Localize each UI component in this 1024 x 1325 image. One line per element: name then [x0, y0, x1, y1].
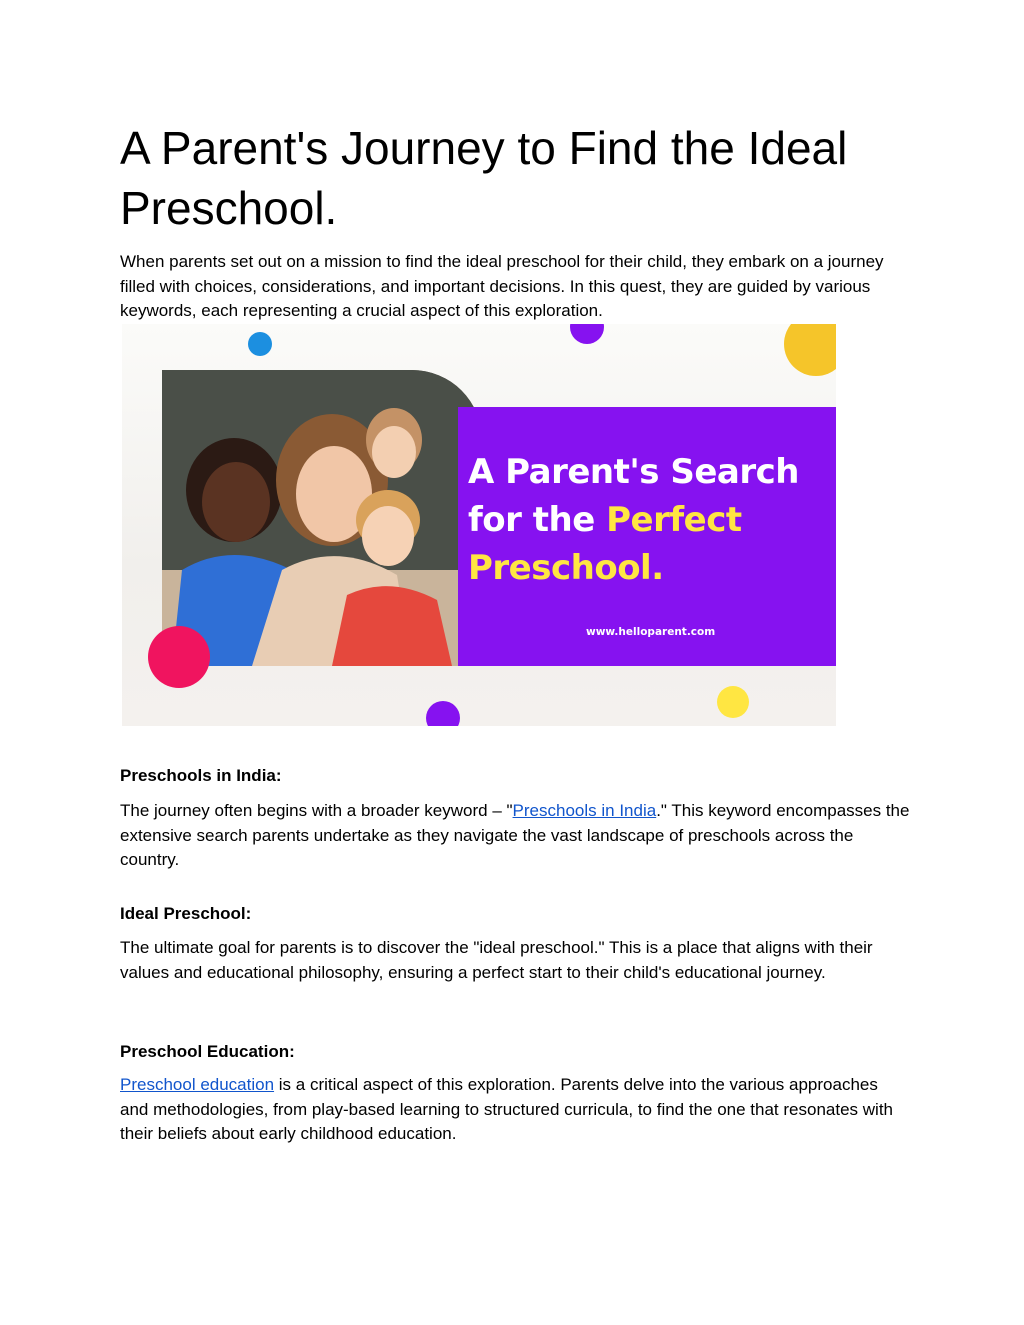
banner-line-1: A Parent's Search — [468, 452, 799, 492]
preschools-in-india-link[interactable]: Preschools in India — [512, 801, 657, 820]
pink-dot — [148, 626, 210, 688]
section-1-text-after: ." This keyword encompasses the extensive search parents undertake as they navigate the vast landscape of preschools across the country. — [120, 801, 910, 869]
banner-headline — [468, 448, 828, 592]
blue-dot — [248, 332, 272, 356]
yellow-dot — [717, 686, 749, 718]
banner-image — [122, 324, 836, 726]
banner-line-3: Preschool. — [468, 548, 664, 588]
section-paragraph-preschools-in-india — [120, 799, 910, 873]
banner-url: www.helloparent.com — [586, 626, 716, 638]
preschool-education-link[interactable]: Preschool education — [120, 1075, 275, 1094]
section-heading-ideal-preschool: Ideal Preschool: — [120, 904, 252, 923]
family-photo-illustration — [162, 370, 482, 666]
section-3-text-after: is a critical aspect of this exploration. Parents delve into the various approaches and methodologies, from play-based learning to structured curricula, to find the one that resonates with their beliefs about early childhood education. — [120, 1075, 893, 1143]
family-photo — [162, 370, 482, 666]
page-title: A Parent's Journey to Find the Ideal Preschool. — [120, 122, 848, 234]
banner-line-2-white: for the — [468, 500, 607, 540]
intro-paragraph: When parents set out on a mission to find the ideal preschool for their child, they embark on a journey filled with choices, considerations, and important decisions. In this quest, they are guided by various keywords, each representing a crucial aspect of this exploration. — [120, 252, 884, 320]
section-1-text-before: The journey often begins with a broader keyword – " — [120, 801, 513, 820]
banner-line-2-yellow: Perfect — [606, 500, 742, 540]
section-paragraph-preschool-education — [120, 1073, 910, 1147]
banner-line-2 — [468, 496, 828, 544]
section-paragraph-ideal-preschool: The ultimate goal for parents is to discover the "ideal preschool." This is a place that aligns with their values and educational philosophy, ensuring a perfect start to their child's educational journey. — [120, 938, 873, 982]
section-heading-preschool-education: Preschool Education: — [120, 1042, 295, 1061]
section-heading-preschools-in-india: Preschools in India: — [120, 766, 282, 785]
